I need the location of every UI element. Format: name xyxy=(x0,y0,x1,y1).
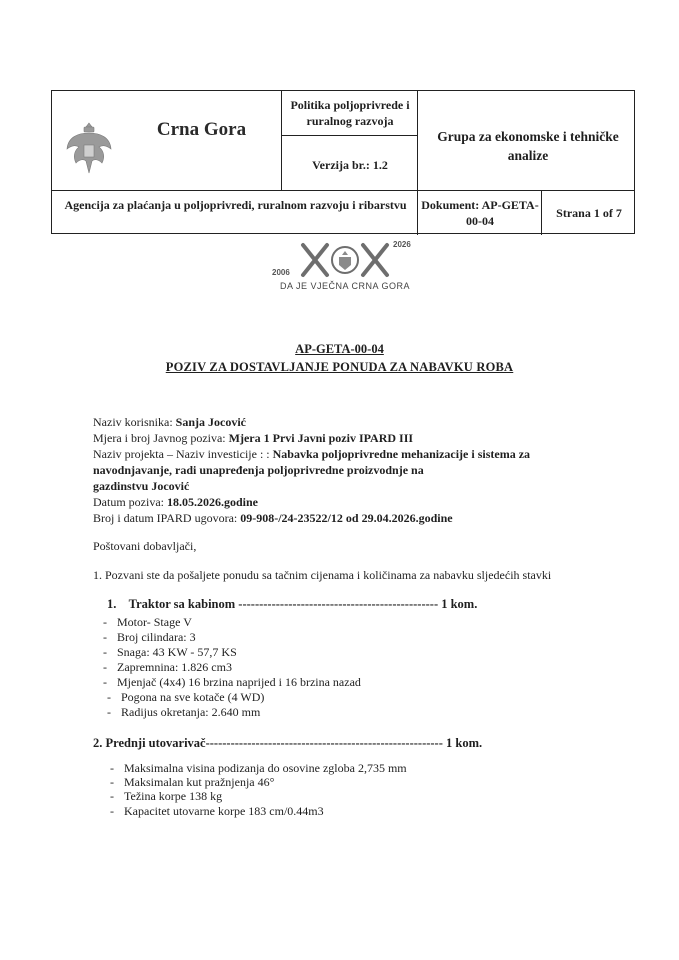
info-user-label: Naziv korisnika: xyxy=(93,415,173,429)
logo-caption: DA JE VJEČNA CRNA GORA xyxy=(279,281,411,291)
item-2-heading xyxy=(93,736,482,751)
info-date-value: 18.05.2026.godine xyxy=(166,495,258,509)
item-1-name: Traktor sa kabinom xyxy=(128,597,236,611)
page-number: Strana 1 of 7 xyxy=(556,206,622,220)
logo-year-end: 2026 xyxy=(393,240,411,249)
document-id: Dokument: AP-GETA-00-04 xyxy=(421,198,539,228)
info-contract xyxy=(93,511,453,526)
divider xyxy=(417,91,418,235)
list-item: - Kapacitet utovarne korpe 183 cm/0.44m3 xyxy=(110,804,324,818)
coat-of-arms-icon xyxy=(64,119,114,179)
policy-text: Politika poljoprivrede i ruralnog razvoja xyxy=(290,98,410,128)
info-call-label: Mjera i broj Javnog poziva: xyxy=(93,431,226,445)
item-1-leader: ------------------------------------------------ xyxy=(238,597,439,611)
list-item: - Zapremnina: 1.826 cm3 xyxy=(103,660,232,674)
list-item: - Snaga: 43 KW - 57,7 KS xyxy=(103,645,237,659)
header-table xyxy=(51,90,635,234)
item-1-qty: 1 kom. xyxy=(441,597,478,611)
info-date xyxy=(93,495,258,510)
list-item: - Težina korpe 138 kg xyxy=(110,789,223,803)
item-1-heading xyxy=(107,597,477,612)
list-item: - Mjenjač (4x4) 16 brzina naprijed i 16 brzina nazad xyxy=(103,675,361,689)
document-code: AP-GETA-00-04 xyxy=(295,342,384,356)
item-2-number: 2. xyxy=(93,736,103,750)
list-item: - Maksimalan kut pražnjenja 46° xyxy=(110,775,275,789)
info-project-label: Naziv projekta – Naziv investicije : : xyxy=(93,447,270,461)
greeting: Poštovani dobavljači, xyxy=(93,539,197,553)
divider xyxy=(52,190,634,191)
info-contract-value: 09-908-/24-23522/12 od 29.04.2026.godine xyxy=(240,511,453,525)
list-item: - Radijus okretanja: 2.640 mm xyxy=(107,705,261,719)
list-item: - Maksimalna visina podizanja do osovine zgloba 2,735 mm xyxy=(110,761,407,775)
info-user xyxy=(93,415,246,430)
info-call-value: Mjera 1 Prvi Javni poziv IPARD III xyxy=(228,431,414,445)
info-project xyxy=(93,447,530,462)
list-item: - Broj cilindara: 3 xyxy=(103,630,196,644)
group-text: Grupa za ekonomske i tehničke analize xyxy=(437,129,619,163)
agency-text: Agencija za plaćanja u poljoprivredi, ruralnom razvoju i ribarstvu xyxy=(64,198,407,212)
item-1-number: 1. xyxy=(107,597,117,611)
info-project-value-3: gazdinstvu Jocović xyxy=(93,479,190,493)
version-text: Verzija br.: 1.2 xyxy=(312,158,388,172)
list-item: - Motor- Stage V xyxy=(103,615,192,629)
info-project-value-1: Nabavka poljoprivredne mehanizacije i sistema za xyxy=(272,447,531,461)
info-date-label: Datum poziva: xyxy=(93,495,164,509)
info-call xyxy=(93,431,413,446)
info-contract-label: Broj i datum IPARD ugovora: xyxy=(93,511,238,525)
info-project-value-2: navodnjavanje, radi unapređenja poljoprivredne proizvodnje na xyxy=(93,463,424,477)
intro-text: 1. Pozvani ste da pošaljete ponudu sa tačnim cijenama i količinama za nabavku sljedećih stavki xyxy=(93,568,552,582)
divider xyxy=(281,135,417,136)
info-user-value: Sanja Jocović xyxy=(175,415,246,429)
item-2-leader: --------------------------------------------------------- xyxy=(205,736,443,750)
logo-year-start: 2006 xyxy=(272,268,290,277)
divider xyxy=(541,190,542,235)
list-item: - Pogona na sve kotače (4 WD) xyxy=(107,690,265,704)
item-2-qty: 1 kom. xyxy=(446,736,483,750)
divider xyxy=(281,91,282,190)
document-title: POZIV ZA DOSTAVLJANJE PONUDA ZA NABAVKU ROBA xyxy=(165,360,514,374)
country-title: Crna Gora xyxy=(156,119,247,140)
item-2-name: Prednji utovarivač xyxy=(105,736,206,750)
